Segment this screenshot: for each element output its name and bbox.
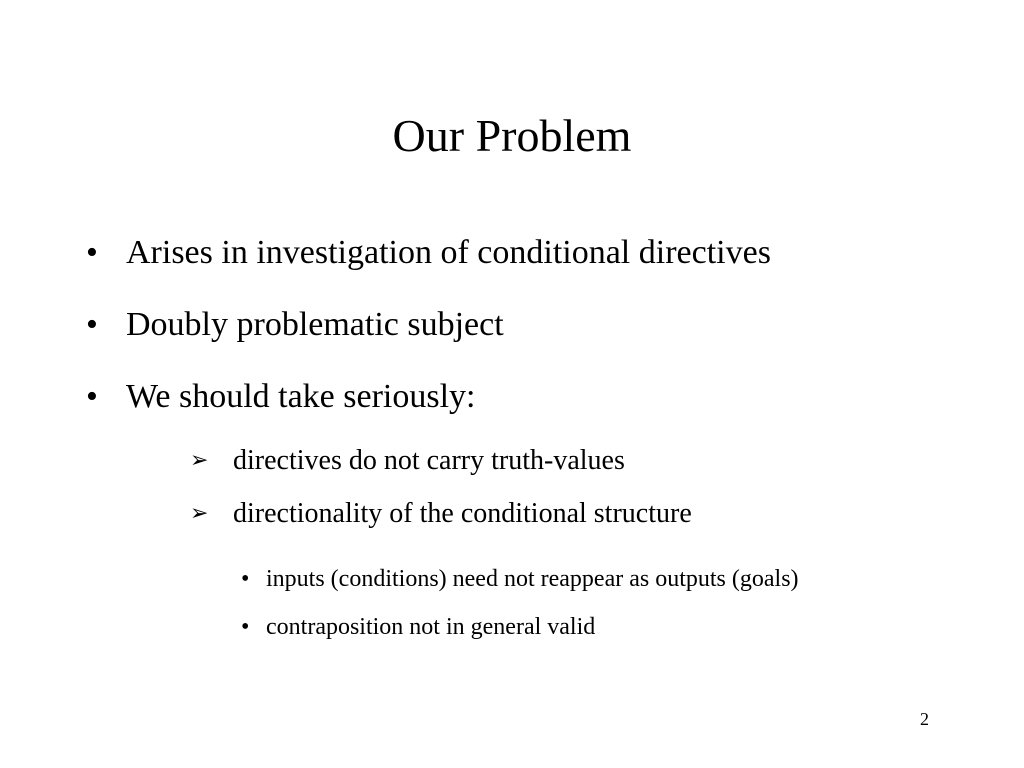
arrow-bullet-icon: ➢ [190, 448, 209, 473]
bullet-text: Arises in investigation of conditional directives [126, 234, 771, 271]
bullet-marker: • [86, 306, 98, 343]
sub-bullet-text: directives do not carry truth-values [233, 445, 625, 476]
sub-sub-bullet-text: inputs (conditions) need not reappear as outputs (goals) [266, 566, 799, 592]
bullet-text: We should take seriously: [126, 378, 476, 415]
bullet-marker: • [86, 378, 98, 415]
bullet-text: Doubly problematic subject [126, 306, 504, 343]
arrow-bullet-icon: ➢ [190, 501, 209, 526]
sub-sub-bullet-text: contraposition not in general valid [266, 614, 596, 640]
sub-bullet-text: directionality of the conditional structure [233, 498, 692, 529]
slide-title: Our Problem [392, 110, 632, 161]
bullet-marker: • [86, 234, 98, 271]
page-number: 2 [920, 709, 929, 729]
bullet-marker: • [241, 566, 250, 592]
bullet-marker: • [241, 614, 250, 640]
